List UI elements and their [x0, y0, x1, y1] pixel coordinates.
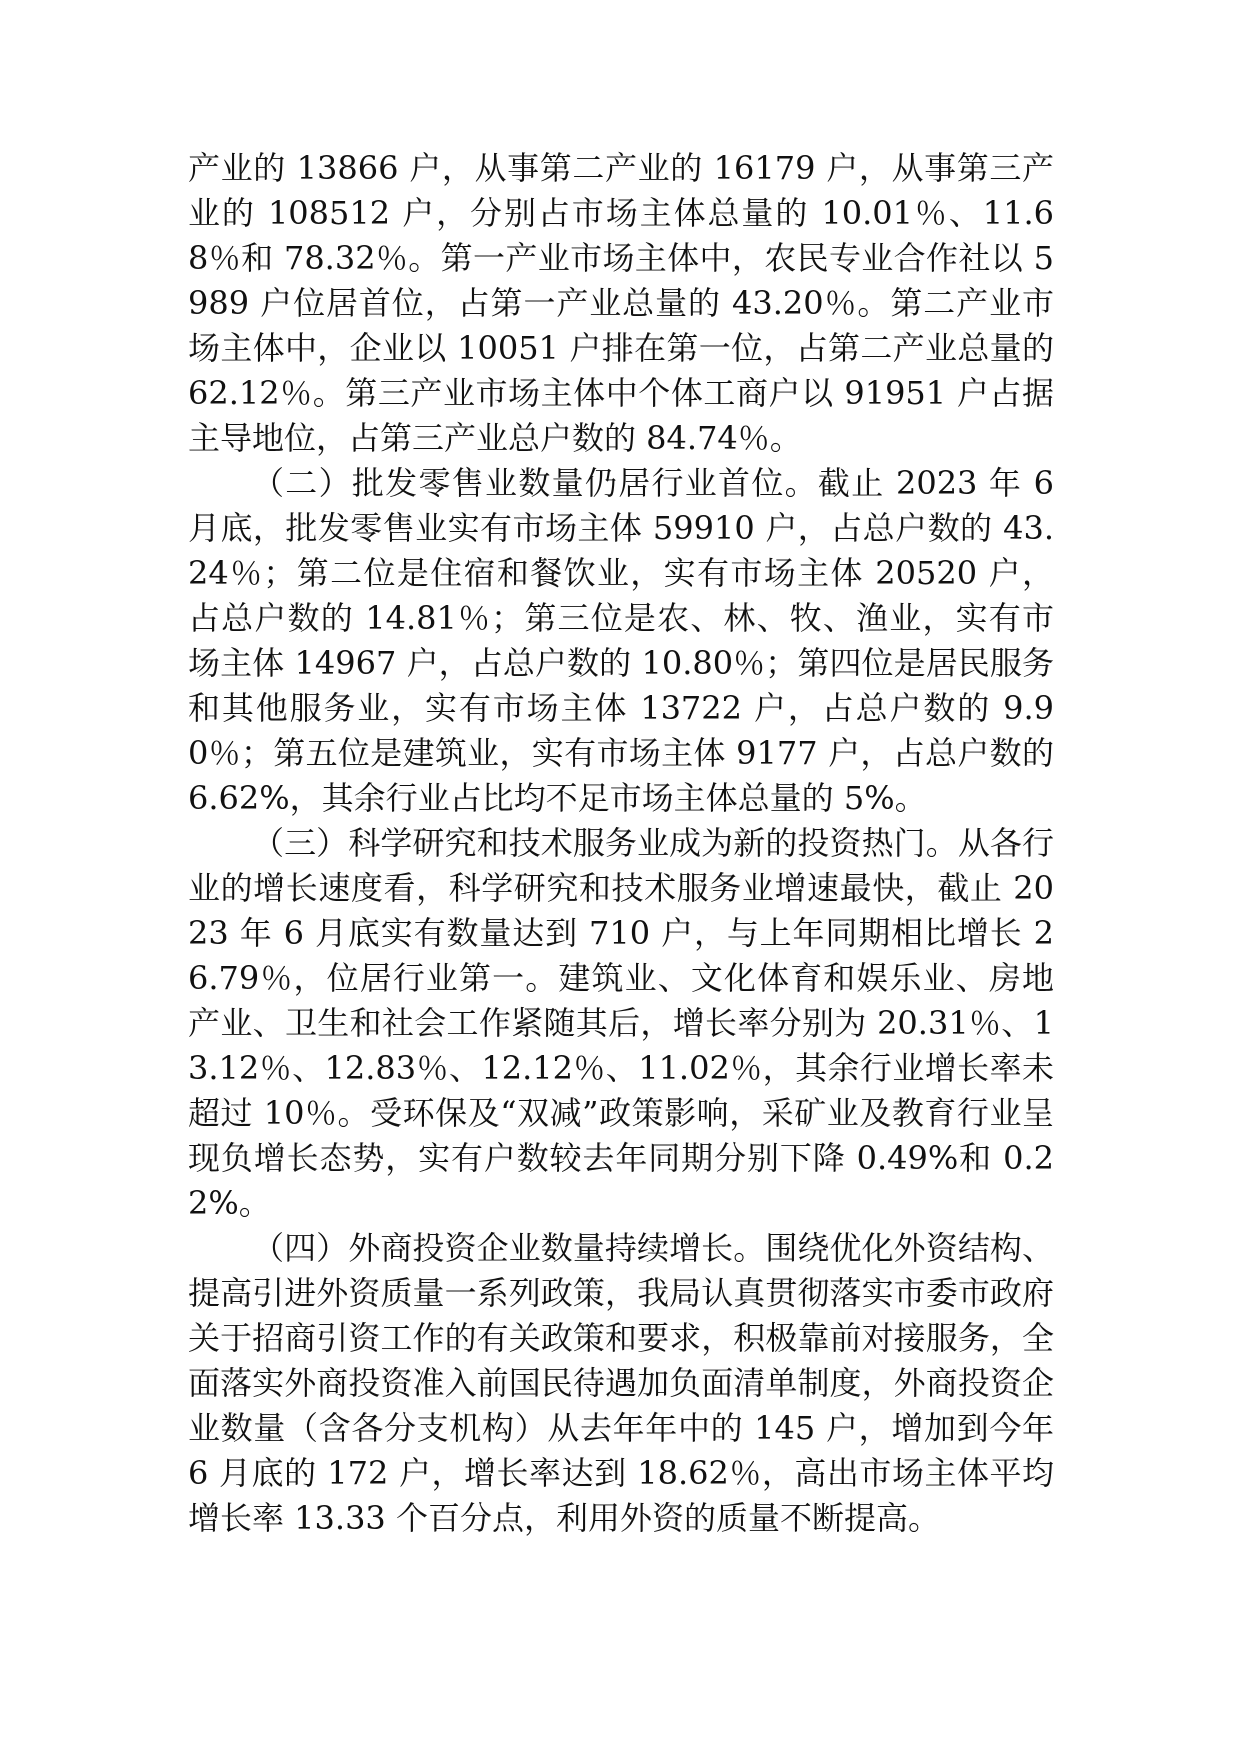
paragraph-foreign-investment: （四）外商投资企业数量持续增长。围绕优化外资结构、提高引进外资质量一系列政策，我局认真贯彻落实市委市政府关于招商引资工作的有关政策和要求，积极靠前对接服务，全面落实外商投资准入前国民待遇加负面清单制度，外商投资企业数量（含各分支机构）从去年年中的 145 户，增加到今年 6 月底的 172 户，增长率达到 18.62％，高出市场主体平均增长率 13.33 个百分点，利用外资的质量不断提高。 [188, 1229, 1054, 1537]
paragraph-wholesale-retail: （二）批发零售业数量仍居行业首位。截止 2023 年 6 月底，批发零售业实有市场主体 59910 户，占总户数的 43.24％；第二位是住宿和餐饮业，实有市场主体 20520 户，占总户数的 14.81％；第三位是农、林、牧、渔业，实有市场主体 14967 户，占总户数的 10.80％；第四位是居民服务和其他服务业，实有市场主体 13722 户，占总户数的 9.90％；第五位是建筑业，实有市场主体 9177 户，占总户数的 6.62%，其余行业占比均不足市场主体总量的 5%。 [188, 464, 1054, 817]
paragraph-industry-structure: 产业的 13866 户，从事第二产业的 16179 户，从事第三产业的 108512 户，分别占市场主体总量的 10.01％、11.68％和 78.32％。第一产业市场主体中，农民专业合作社以 5989 户位居首位，占第一产业总量的 43.20％。第二产业市场主体中，企业以 10051 户排在第一位，占第二产业总量的 62.12％。第三产业市场主体中个体工商户以 91951 户占据主导地位，占第三产业总户数的 84.74％。 [188, 149, 1054, 457]
paragraph-science-tech: （三）科学研究和技术服务业成为新的投资热门。从各行业的增长速度看，科学研究和技术服务业增速最快，截止 2023 年 6 月底实有数量达到 710 户，与上年同期相比增长 26.79％，位居行业第一。建筑业、文化体育和娱乐业、房地产业、卫生和社会工作紧随其后，增长率分别为 20.31％、13.12％、12.83％、12.12％、11.02％，其余行业增长率未超过 10％。受环保及“双减”政策影响，采矿业及教育行业呈现负增长态势，实有户数较去年同期分别下降 0.49%和 0.22%。 [188, 824, 1054, 1222]
document-body [188, 146, 1054, 1541]
